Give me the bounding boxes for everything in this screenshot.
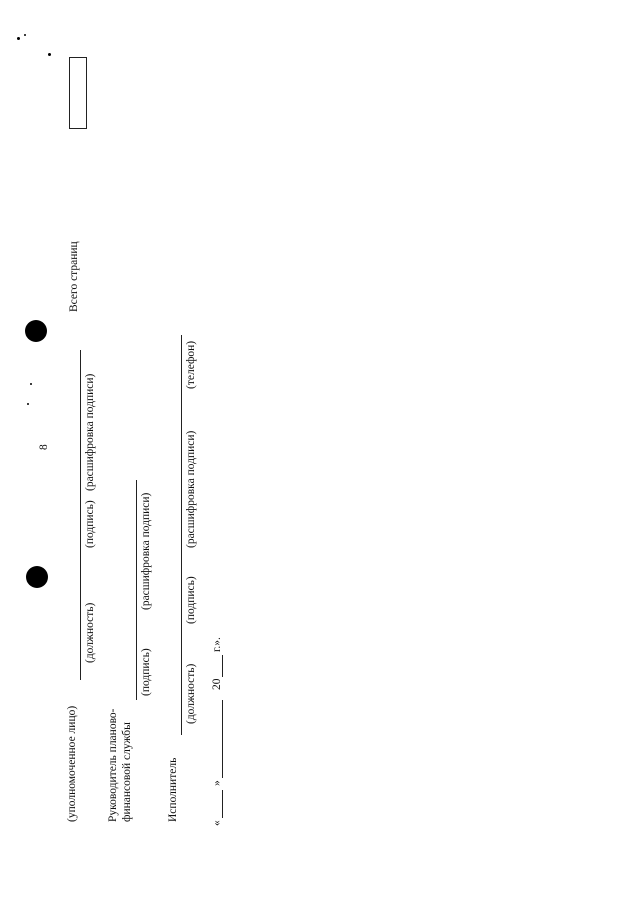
finance-signature-line [136, 480, 137, 700]
authorized-decoding-caption: (расшифровка подписи) [84, 373, 96, 491]
date-year-blank [222, 655, 223, 677]
date-month-blank [222, 700, 223, 778]
scan-speck [27, 403, 29, 405]
executor-position-caption: (должность) [185, 663, 197, 724]
finance-signature-caption: (подпись) [140, 648, 152, 696]
date-year-prefix: 20 [211, 678, 223, 690]
executor-phone-caption: (телефон) [185, 340, 197, 389]
finance-head-label-line1: Руководитель планово- [107, 708, 119, 822]
finance-head-label-line2: финансовой службы [121, 722, 133, 822]
punch-hole-bottom [26, 566, 48, 588]
scan-speck [30, 383, 32, 385]
scan-speck [17, 37, 20, 40]
date-close-quote: » [211, 780, 223, 786]
scan-speck [24, 34, 26, 36]
executor-decoding-caption: (расшифровка подписи) [185, 430, 197, 548]
executor-signature-line [181, 335, 182, 735]
authorized-person-label: (уполномоченное лицо) [66, 705, 78, 822]
executor-signature-caption: (подпись) [185, 576, 197, 624]
date-day-blank [222, 790, 223, 818]
finance-decoding-caption: (расшифровка подписи) [140, 492, 152, 610]
page-number: 8 [38, 444, 50, 450]
date-open-quote: « [211, 820, 223, 826]
scan-speck [48, 53, 51, 56]
authorized-position-caption: (должность) [84, 602, 96, 663]
date-year-suffix: г.». [211, 637, 223, 652]
total-pages-label: Всего страниц [68, 241, 80, 312]
executor-label: Исполнитель [167, 757, 179, 822]
total-pages-box [69, 57, 87, 129]
authorized-signature-line [80, 350, 81, 680]
authorized-signature-caption: (подпись) [84, 500, 96, 548]
punch-hole-top [25, 320, 47, 342]
